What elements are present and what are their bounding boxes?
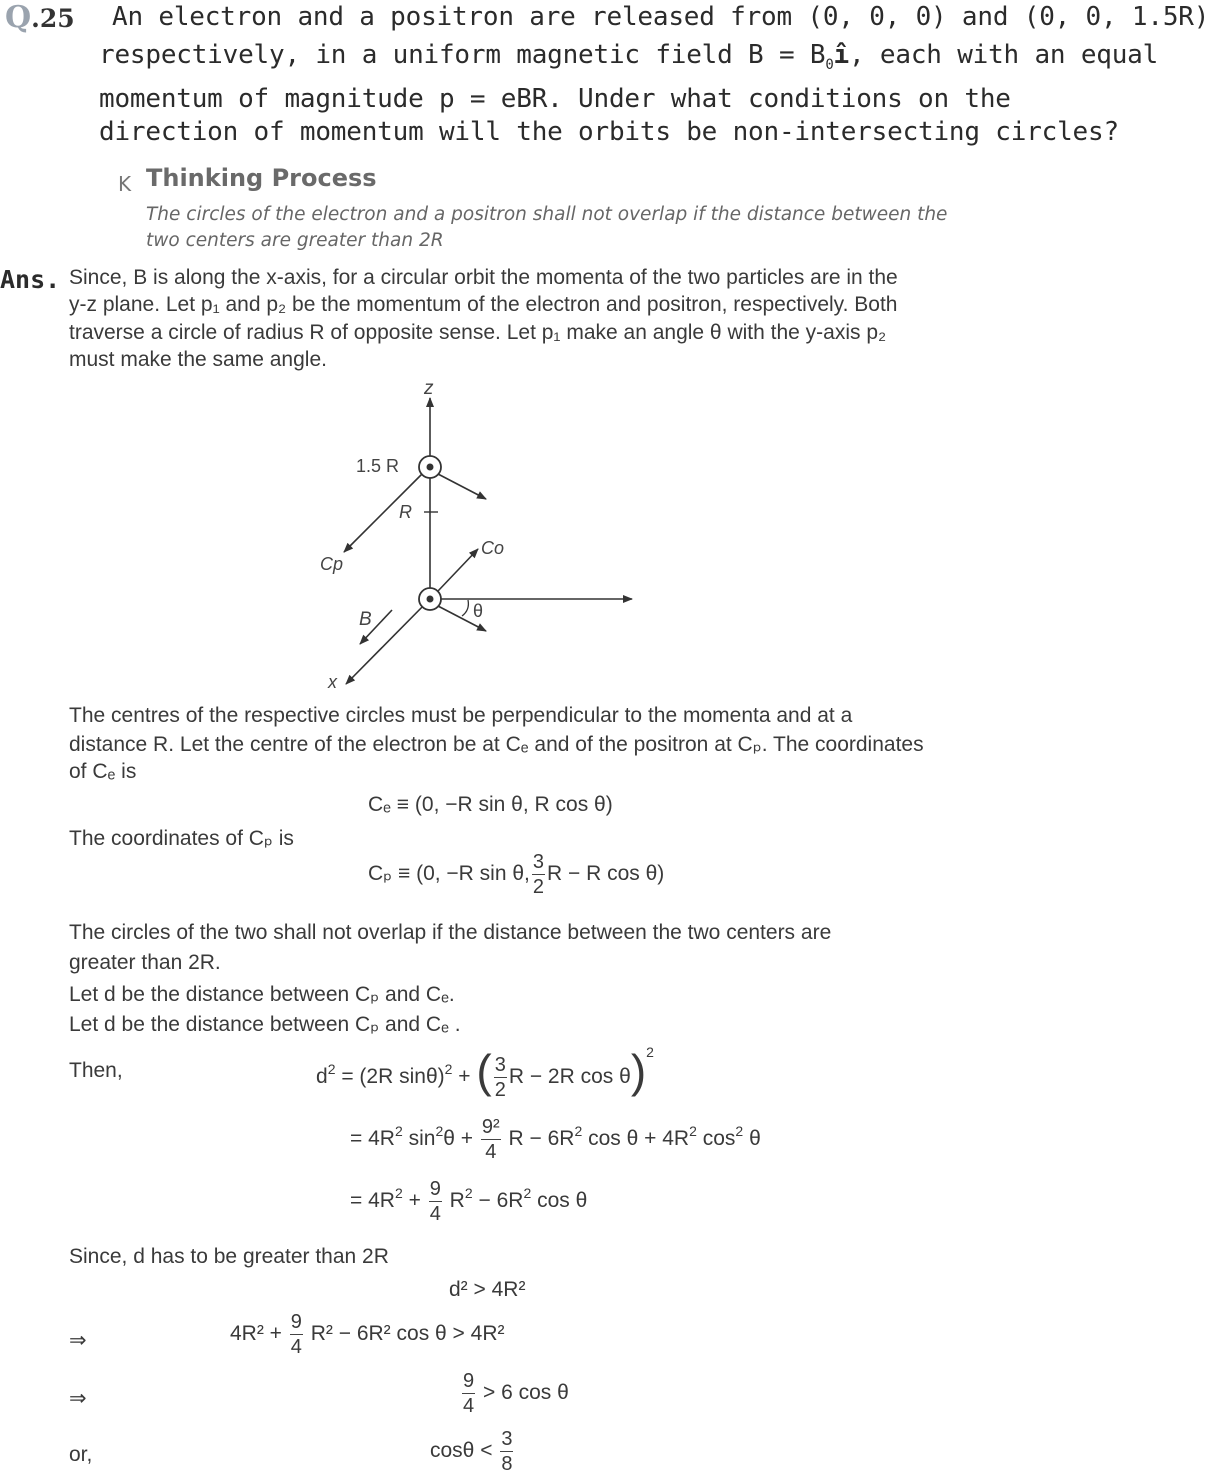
theta-arc [462,600,468,616]
since-d-line: Since, d has to be greater than 2R [69,1245,389,1268]
answer-p2-line-2: distance R. Let the centre of the electron be at Cₑ and of the positron at Cₚ. The coordinates [69,733,924,756]
thinking-line-1: The circles of the electron and a positron shall not overlap if the distance between the [146,204,948,225]
momentum-figure [300,370,650,700]
answer-p1-line-1: Since, B is along the x-axis, for a circular orbit the momenta of the two particles are in the [69,266,898,289]
label-1-5r: 1.5 R [356,456,400,476]
distance-equation-3: = $4R^2$ + $\frac{9}{4}$ $R^2 - 6R^2$ cos θ [350,1178,588,1225]
label-x: x [328,672,337,692]
answer-p2-line-3: of Cₑ is [69,760,137,783]
positron-momentum-arrow [438,474,486,499]
answer-p1-line-3: traverse a circle of radius R of opposite sense. Let p₁ make an angle θ with the y-axis p₂ [69,321,887,344]
thinking-heading: Thinking Process [146,164,377,192]
thinking-marker: K [118,172,132,196]
inequality-1: d² > 4R² [449,1278,526,1301]
positron-origin-dot [427,464,434,471]
or-label: or, [69,1443,93,1466]
label-theta: θ [473,601,484,621]
electron-origin-dot [427,596,434,603]
ce-equation: Cₑ ≡ (0, −R sin θ, R cos θ) [368,793,613,816]
answer-label: Ans. [0,265,61,294]
question-line-2: respectively, in a uniform magnetic field $B = B_0î$, each with an equal [99,40,1159,73]
answer-p3-line-2: greater than 2R. [69,951,221,974]
electron-center-arrow [438,549,478,591]
cp-equation: Cₚ ≡ (0, −R sin θ, $\frac{3}{2}$ R − R cos θ) [368,851,665,898]
answer-p2-line-1: The centres of the respective circles must be perpendicular to the momenta and at a [69,704,853,727]
answer-p1-line-4: must make the same angle. [69,348,327,371]
question-line-1: An electron and a positron are released from (0, 0, 0) and (0, 0, 1.5R) [112,2,1209,32]
question-line-4: direction of momentum will the orbits be non-intersecting circles? [99,117,1119,147]
answer-p1-line-2: y-z plane. Let p₁ and p₂ be the momentum of the electron and positron, respectively. Both [69,293,898,316]
implies-arrow-2: ⇒ [69,1387,87,1410]
thinking-line-2: two centers are greater than 2R [146,230,444,251]
inequality-2: 4R² + $\frac{9}{4}$ R² − 6R² cos θ > 4R² [230,1311,505,1358]
implies-arrow-1: ⇒ [69,1329,87,1352]
answer-p3-line-1: The circles of the two shall not overlap if the distance between the two centers are [69,921,832,944]
distance-equation-1: $d^2 = (2R$ sinθ)$^2$ + ( $\frac{3}{2}$ R − 2R cos θ)$^2$ [316,1044,654,1101]
cp-intro: The coordinates of Cₚ is [69,827,294,850]
question-number: Q.25 [5,0,75,35]
label-r: R [399,502,412,522]
label-cp: Cp [320,554,344,574]
question-line-3: momentum of magnitude p = eBR. Under what conditions on the [99,84,1011,114]
then-label: Then, [69,1059,123,1082]
let-d-line-1: Let d be the distance between Cₚ and Cₑ. [69,983,455,1006]
let-d-line-2: Let d be the distance between Cₚ and Cₑ . [69,1013,461,1036]
label-co: Co [481,538,505,558]
inequality-4: cosθ < $\frac{3}{8}$ [430,1428,513,1475]
label-b: B [359,609,372,630]
distance-equation-2: = $4R^2$ $\sin^2\theta$ + $\frac{\text{9²}}{4}$ $R - 6R^2$ $\cos \theta + 4R^2$ $\cos^2 \theta$ [350,1116,761,1163]
z-label: z [424,378,434,399]
inequality-3: $\frac{9}{4}$ > 6 cos θ [463,1370,569,1417]
